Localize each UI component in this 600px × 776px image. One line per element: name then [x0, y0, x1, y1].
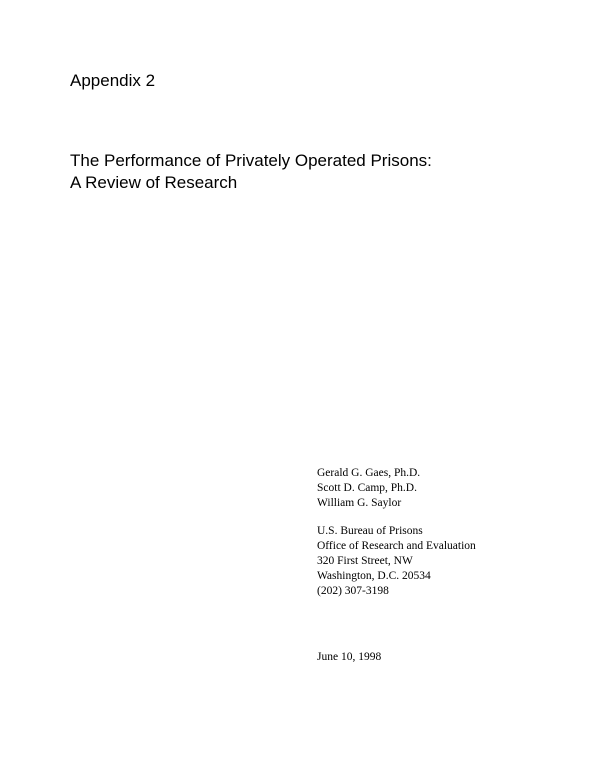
phone-number: (202) 307-3198: [317, 585, 389, 597]
city-state-zip: Washington, D.C. 20534: [317, 570, 431, 582]
author-name: Gerald G. Gaes, Ph.D.: [317, 467, 421, 479]
organization-name: U.S. Bureau of Prisons: [317, 525, 423, 537]
office-name: Office of Research and Evaluation: [317, 540, 476, 552]
appendix-label: Appendix 2: [70, 71, 156, 90]
author-name: Scott D. Camp, Ph.D.: [317, 482, 417, 494]
street-address: 320 First Street, NW: [317, 555, 413, 567]
title-line-1: The Performance of Privately Operated Prisons:: [70, 151, 432, 170]
authors-block: [317, 466, 420, 511]
address-block: [317, 524, 476, 599]
author-name: William G. Saylor: [317, 497, 402, 509]
document-title: [70, 150, 432, 194]
document-date: June 10, 1998: [317, 651, 382, 663]
title-line-2: A Review of Research: [70, 173, 238, 192]
